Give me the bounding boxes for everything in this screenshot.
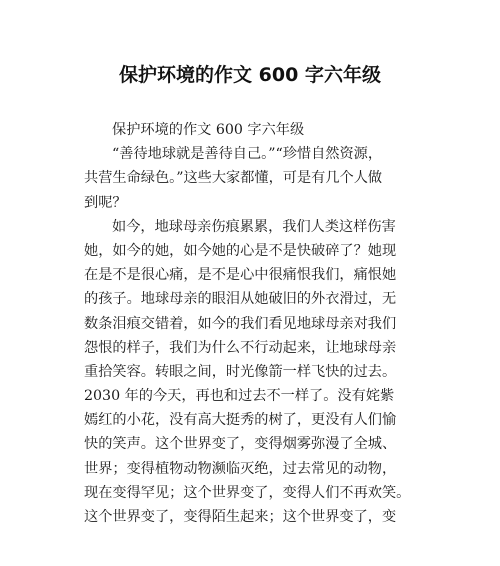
text-line: 2030 年的今天，再也和过去不一样了。没有姹紫: [84, 388, 395, 405]
text-line: 的孩子。地球母亲的眼泪从她破旧的外衣滑过，无: [84, 291, 397, 308]
text-line: 她，如今的她，如今她的心是不是快破碎了？她现: [84, 242, 397, 259]
text-line: 世界；变得植物动物濒临灭绝，过去常见的动物，: [84, 460, 397, 477]
text-line: 到呢？: [84, 194, 127, 211]
text-line: 嫣红的小花，没有高大挺秀的树了，更没有人们愉: [84, 412, 397, 429]
document-body: [84, 118, 424, 529]
text-line: 保护环境的作文 600 字六年级: [112, 122, 305, 138]
text-line: 数条泪痕交错着，如今的我们看见地球母亲对我们: [84, 315, 397, 332]
text-line: 怨恨的样子，我们为什么不行动起来，让地球母亲: [84, 339, 397, 356]
text-line: 这个世界变了，变得陌生起来；这个世界变了，变: [84, 509, 397, 525]
document-title: 保护环境的作文 600 字六年级: [119, 64, 381, 86]
text-line: 重拾笑容。转眼之间，时光像箭一样飞快的过去。: [84, 363, 397, 380]
text-line: 现在变得罕见；这个世界变了，变得人们不再欢笑。: [84, 484, 411, 501]
text-line: 共营生命绿色。”这些大家都懂，可是有几个人做: [84, 170, 383, 187]
text-line: “善待地球就是善待自己。”“珍惜自然资源，: [112, 146, 383, 163]
text-line: 在是不是很心痛，是不是心中很痛恨我们，痛恨她: [84, 267, 397, 284]
text-line: 快的笑声。这个世界变了，变得烟雾弥漫了全城、: [84, 436, 397, 453]
text-line: 如今，地球母亲伤痕累累，我们人类这样伤害: [112, 218, 396, 235]
